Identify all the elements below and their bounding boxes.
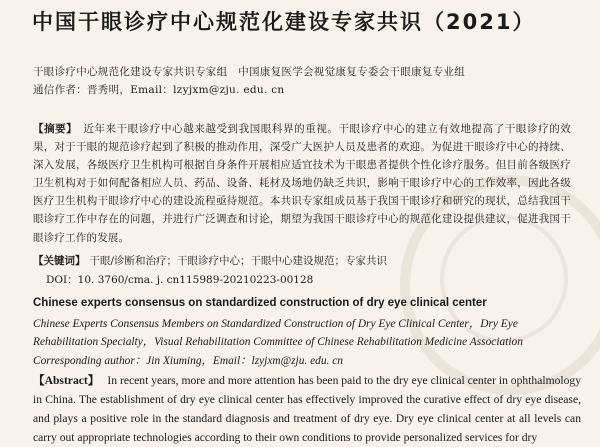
- abstract-english: [33, 371, 581, 447]
- english-abstract-text: In recent years, more and more attention has been paid to the dry eye clinical center in ophthalmology in China. The establishment of dry eye clinical center has effectively improved the curative effect of dry eye disease, and plays a positive role in the standard diagnosis and treatment of dry eye. Dry eye clinical center at all levels can carry out appropriate technologies according to their own conditions to provide personalized services for dry: [33, 374, 581, 444]
- abstract-text: 近年来干眼诊疗中心越来越受到我国眼科界的重视。干眼诊疗中心的建立有效地提高了干眼诊疗的效果，对于干眼的规范诊疗起到了积极的推动作用，深受广大医护人员及患者的欢迎。为促进干眼诊疗中心的持续、深入发展，各级医疗卫生机构可根据自身条件开展相应适宜技术为干眼患者提供个性化诊疗服务。但目前各级医疗卫生机构对于如何配备相应人员、药品、设备、耗材及场地仍缺乏共识，影响干眼诊疗中心的工作效率，因此各级医疗卫生机构干眼诊疗中心的建设流程亟待规范。本共识专家组成员基于我国干眼诊疗和研究的现状，总结我国干眼诊疗工作中存在的问题，并进行广泛调查和讨论，期望为我国干眼诊疗中心的规范化建设提供建议，促进我国干眼诊疗工作的发展。: [33, 123, 571, 244]
- abstract-label: 【摘要】: [33, 123, 78, 135]
- english-corresponding: Corresponding author：Jin Xiuming，Email：lzyjxm@zju. edu. cn: [33, 355, 343, 367]
- correspondence-line: 通信作者：晋秀明，Email：lzyjxm@zju. edu. cn: [33, 84, 285, 96]
- keywords-text: 干眼/诊断和治疗；干眼诊疗中心；干眼中心建设规范；专家共识: [89, 255, 388, 267]
- doi-line: DOI：10. 3760/cma. j. cn115989-20210223-00128: [46, 274, 314, 286]
- english-abstract-label: 【Abstract】: [33, 374, 100, 387]
- english-title: Chinese experts consensus on standardized construction of dry eye clinical center: [33, 297, 487, 309]
- abstract-chinese: [33, 120, 571, 247]
- english-authors: Chinese Experts Consensus Members on Standardized Construction of Dry Eye Clinical Center，Dry Eye Rehabilitation Specialty，Visual Rehabilitation Committee of Chinese Rehabilitation Medicine Association: [33, 318, 523, 348]
- keywords-label: 【关键词】: [33, 255, 86, 267]
- page-title: 中国干眼诊疗中心规范化建设专家共识（2021）: [32, 10, 536, 34]
- keywords-line: [33, 253, 387, 268]
- author-groups: 干眼诊疗中心规范化建设专家共识专家组 中国康复医学会视觉康复专委会干眼康复专业组: [33, 66, 465, 78]
